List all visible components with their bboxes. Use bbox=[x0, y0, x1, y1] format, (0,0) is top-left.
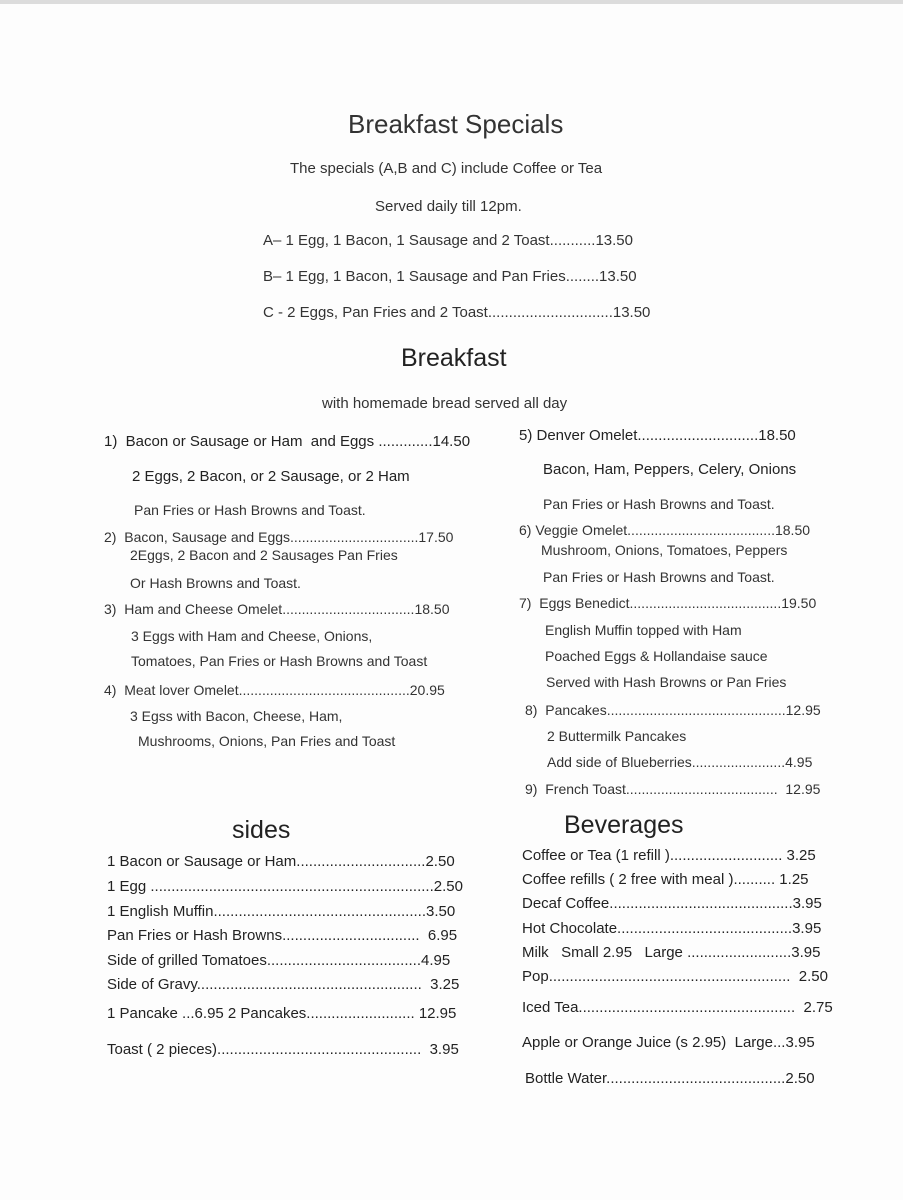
beverage-item: Coffee or Tea (1 refill )........................... 3.25 bbox=[522, 847, 816, 864]
side-item: Toast ( 2 pieces)................................................. 3.95 bbox=[107, 1041, 459, 1058]
side-item: 1 Egg ....................................................................2.50 bbox=[107, 878, 463, 895]
sides-title: sides bbox=[232, 816, 291, 844]
beverage-item: Apple or Orange Juice (s 2.95) Large...3.95 bbox=[522, 1034, 815, 1051]
breakfast-item-7: 7) Eggs Benedict.......................................19.50 bbox=[519, 595, 817, 611]
side-item: Side of Gravy...................................................... 3.25 bbox=[107, 976, 460, 993]
breakfast-subtitle: with homemade bread served all day bbox=[322, 395, 568, 412]
breakfast-item-8-desc: 2 Buttermilk Pancakes bbox=[547, 728, 687, 744]
beverages-title: Beverages bbox=[564, 811, 684, 839]
breakfast-item-7-desc: Served with Hash Browns or Pan Fries bbox=[546, 674, 787, 690]
breakfast-item-5: 5) Denver Omelet.............................18.50 bbox=[519, 427, 796, 444]
breakfast-item-4: 4) Meat lover Omelet............................................20.95 bbox=[104, 682, 445, 698]
breakfast-item-4-desc: Mushrooms, Onions, Pan Fries and Toast bbox=[138, 733, 396, 749]
beverage-item: Decaf Coffee............................................3.95 bbox=[522, 895, 822, 912]
breakfast-item-3-desc: Tomatoes, Pan Fries or Hash Browns and Toast bbox=[131, 653, 428, 669]
beverage-item: Iced Tea.................................................... 2.75 bbox=[522, 999, 833, 1016]
breakfast-item-3: 3) Ham and Cheese Omelet..................................18.50 bbox=[104, 601, 450, 617]
page-top-edge bbox=[0, 0, 903, 4]
breakfast-item-1-desc: 2 Eggs, 2 Bacon, or 2 Sausage, or 2 Ham bbox=[132, 468, 410, 485]
special-item-c: C - 2 Eggs, Pan Fries and 2 Toast..............................13.50 bbox=[263, 304, 651, 321]
breakfast-item-2-desc: Or Hash Browns and Toast. bbox=[130, 575, 301, 591]
breakfast-item-4-desc: 3 Egss with Bacon, Cheese, Ham, bbox=[130, 708, 343, 724]
beverage-item: Milk Small 2.95 Large .........................3.95 bbox=[522, 944, 821, 961]
breakfast-item-1-desc: Pan Fries or Hash Browns and Toast. bbox=[134, 502, 366, 518]
special-item-a: A– 1 Egg, 1 Bacon, 1 Sausage and 2 Toast...........13.50 bbox=[263, 232, 633, 249]
breakfast-item-8: 8) Pancakes..............................................12.95 bbox=[525, 702, 821, 718]
breakfast-item-9: 9) French Toast....................................... 12.95 bbox=[525, 781, 821, 797]
breakfast-item-6: 6) Veggie Omelet......................................18.50 bbox=[519, 522, 811, 538]
specials-title: Breakfast Specials bbox=[348, 109, 564, 139]
breakfast-item-3-desc: 3 Eggs with Ham and Cheese, Onions, bbox=[131, 628, 373, 644]
side-item: 1 English Muffin...................................................3.50 bbox=[107, 903, 456, 920]
beverage-item: Hot Chocolate..........................................3.95 bbox=[522, 920, 822, 937]
beverage-item: Coffee refills ( 2 free with meal ).......... 1.25 bbox=[522, 871, 809, 888]
specials-note-hours: Served daily till 12pm. bbox=[375, 198, 522, 215]
breakfast-item-2-desc: 2Eggs, 2 Bacon and 2 Sausages Pan Fries bbox=[130, 547, 398, 563]
breakfast-item-5-desc: Bacon, Ham, Peppers, Celery, Onions bbox=[543, 461, 797, 478]
breakfast-item-8-addon: Add side of Blueberries........................4.95 bbox=[547, 754, 813, 770]
beverage-item: Pop.......................................................... 2.50 bbox=[522, 968, 828, 985]
special-item-b: B– 1 Egg, 1 Bacon, 1 Sausage and Pan Fries........13.50 bbox=[263, 268, 637, 285]
side-item: 1 Bacon or Sausage or Ham...............................2.50 bbox=[107, 853, 455, 870]
side-item: 1 Pancake ...6.95 2 Pancakes.......................... 12.95 bbox=[107, 1005, 457, 1022]
breakfast-item-2: 2) Bacon, Sausage and Eggs.................................17.50 bbox=[104, 529, 454, 545]
side-item: Pan Fries or Hash Browns................................. 6.95 bbox=[107, 927, 458, 944]
breakfast-item-7-desc: Poached Eggs & Hollandaise sauce bbox=[545, 648, 768, 664]
beverage-item: Bottle Water...........................................2.50 bbox=[525, 1070, 815, 1087]
breakfast-item-6-desc: Pan Fries or Hash Browns and Toast. bbox=[543, 569, 775, 585]
breakfast-item-6-desc: Mushroom, Onions, Tomatoes, Peppers bbox=[541, 542, 788, 558]
breakfast-title: Breakfast bbox=[401, 344, 507, 372]
specials-note-coffee: The specials (A,B and C) include Coffee or Tea bbox=[290, 160, 603, 177]
breakfast-item-7-desc: English Muffin topped with Ham bbox=[545, 622, 742, 638]
breakfast-item-5-desc: Pan Fries or Hash Browns and Toast. bbox=[543, 496, 775, 512]
side-item: Side of grilled Tomatoes.....................................4.95 bbox=[107, 952, 451, 969]
breakfast-item-1: 1) Bacon or Sausage or Ham and Eggs .............14.50 bbox=[104, 433, 471, 450]
